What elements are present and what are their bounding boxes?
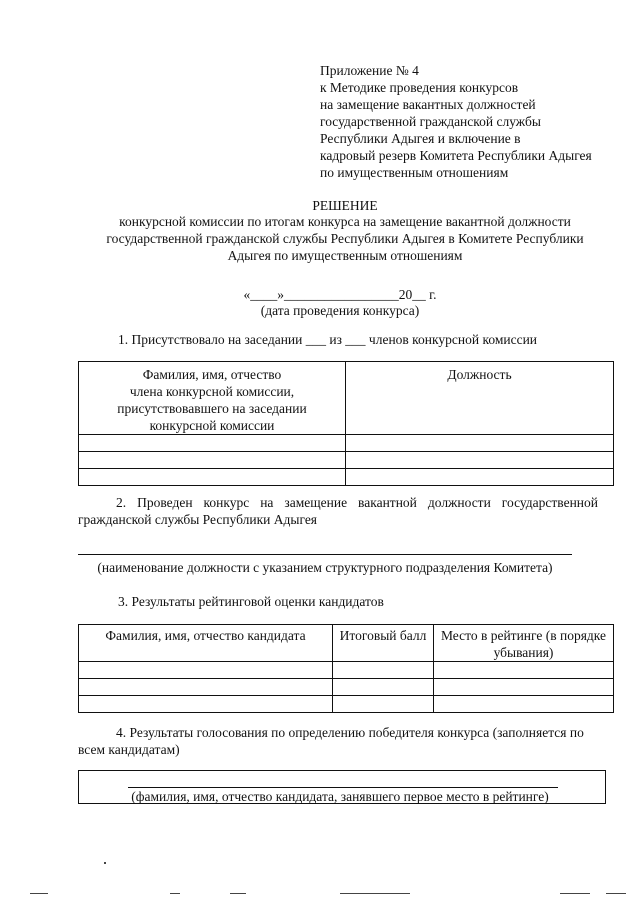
item-4-voting [78, 724, 598, 758]
table-header-candidate-name: Фамилия, имя, отчество кандидата [79, 625, 333, 662]
appendix-line: Приложение № 4 [320, 63, 419, 78]
table-cell [333, 679, 434, 696]
scan-artifact [30, 893, 48, 894]
document-subtitle [90, 213, 600, 264]
winner-caption: (фамилия, имя, отчество кандидата, занявшего первое место в рейтинге) [131, 789, 549, 804]
table-cell [79, 469, 346, 486]
position-name-caption: (наименование должности с указанием структурного подразделения Комитета) [97, 560, 553, 575]
table-cell [434, 696, 614, 713]
table-header-rank: Место в рейтинге (в порядке убывания) [434, 625, 614, 662]
scan-artifact [606, 893, 626, 894]
table-row [79, 469, 614, 486]
table-row [79, 662, 614, 679]
table-cell [434, 662, 614, 679]
subtitle-line: государственной гражданской службы Республики Адыгея в Комитете Республики [106, 231, 584, 246]
table-cell [79, 696, 333, 713]
table-cell [346, 452, 614, 469]
appendix-line: государственной гражданской службы [320, 114, 541, 129]
table-header-position: Должность [346, 362, 614, 435]
table-cell [79, 662, 333, 679]
scan-artifact [170, 893, 180, 894]
table-row [79, 696, 614, 713]
table-cell [333, 662, 434, 679]
scan-artifact [340, 893, 410, 894]
document-title: РЕШЕНИЕ [312, 198, 378, 213]
table-header-total-score: Итоговый балл [333, 625, 434, 662]
table-row [79, 679, 614, 696]
appendix-line: к Методике проведения конкурсов [320, 80, 519, 95]
item-4-line: всем кандидатам) [78, 742, 180, 757]
position-name-line [78, 554, 572, 555]
table-cell [79, 435, 346, 452]
appendix-line: по имущественным отношениям [320, 165, 509, 180]
date-caption: (дата проведения конкурса) [260, 303, 420, 318]
appendix-line: на замещение вакантных должностей [320, 97, 536, 112]
scan-artifact [230, 893, 246, 894]
appendix-line: Республики Адыгея и включение в [320, 131, 521, 146]
item-2-competition [78, 494, 598, 528]
subtitle-line: конкурсной комиссии по итогам конкурса на замещение вакантной должности [119, 214, 571, 229]
candidate-rating-table [78, 624, 614, 713]
table-cell [79, 452, 346, 469]
table-header-member-name: Фамилия, имя, отчество члена конкурсной комиссии, присутствовавшего на заседании конкурсной комиссии [79, 362, 346, 435]
scan-artifact [560, 893, 590, 894]
date-field: «____»_________________20__ г. [243, 287, 437, 302]
item-2-line: гражданской службы Республики Адыгея [78, 512, 318, 527]
table-cell [434, 679, 614, 696]
subtitle-line: Адыгея по имущественным отношениям [227, 248, 463, 263]
table-cell [333, 696, 434, 713]
item-3-rating: 3. Результаты рейтинговой оценки кандидатов [118, 594, 384, 609]
table-cell [346, 435, 614, 452]
scan-artifact [104, 862, 106, 864]
appendix-line: кадровый резерв Комитета Республики Адыгея [320, 148, 592, 163]
commission-members-table [78, 361, 614, 486]
table-cell [346, 469, 614, 486]
appendix-block [320, 62, 620, 181]
table-cell [79, 679, 333, 696]
item-4-line: 4. Результаты голосования по определению победителя конкурса (заполняется по [116, 725, 584, 740]
table-row [79, 435, 614, 452]
item-2-line: 2. Проведен конкурс на замещение вакантной должности государственной [116, 495, 598, 510]
item-1-attendance: 1. Присутствовало на заседании ___ из ___ членов конкурсной комиссии [118, 332, 538, 347]
table-row [79, 452, 614, 469]
